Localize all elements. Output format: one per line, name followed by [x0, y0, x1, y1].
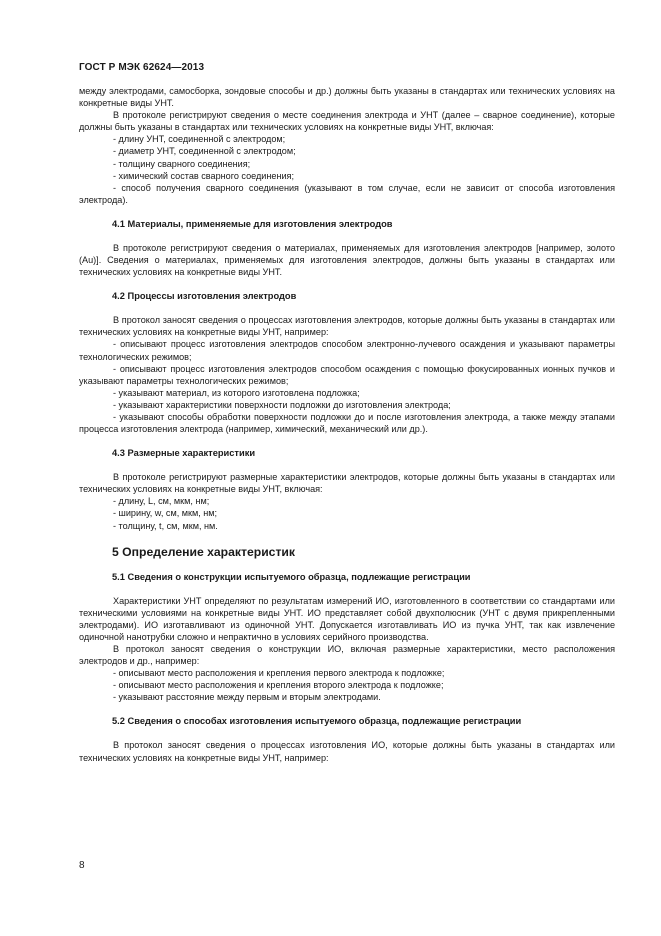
- list-item: - указывают способы обработки поверхности подложки до и после изготовления электрода, а также между этапами процесса изготовления электрода (например, химический, механический или др.).: [79, 411, 615, 435]
- section-heading-5-1: 5.1 Сведения о конструкции испытуемого образца, подлежащие регистрации: [112, 571, 471, 582]
- paragraph: В протокол заносят сведения о процессах изготовления электродов, которые должны быть указаны в стандартах или технических условиях на конкретные виды УНТ, например:: [79, 315, 615, 338]
- list-item: - описывают процесс изготовления электродов способом электронно-лучевого осаждения и указывают параметры технологических режимов;: [79, 339, 615, 362]
- section-heading-4-1: 4.1 Материалы, применяемые для изготовления электродов: [112, 218, 393, 229]
- list-item: - описывают место расположения и крепления первого электрода к подложке;: [113, 668, 445, 679]
- paragraph: В протоколе регистрируют сведения о материалах, применяемых для изготовления электродов [например, золото (Au)]. Сведения о материалах, применяемых для изготовления электродов, должны быть указаны в стандартах или технических условиях на конкретные виды УНТ.: [79, 242, 615, 278]
- list-item: - способ получения сварного соединения (указывают в том случае, если не зависит от способа изготовления электрода).: [79, 182, 615, 205]
- list-item: - толщину, t, см, мкм, нм.: [113, 520, 218, 531]
- list-item: - длину, L, см, мкм, нм;: [113, 496, 210, 507]
- list-item: - описывают процесс изготовления электродов способом осаждения с помощью фокусированных ионных пучков и указывают параметры технологических режимов;: [79, 363, 615, 386]
- paragraph: В протокол заносят сведения о процессах изготовления ИО, которые должны быть указаны в стандартах или технических условиях на конкретные виды УНТ, например:: [79, 740, 615, 763]
- paragraph: Характеристики УНТ определяют по результатам измерений ИО, изготовленного в соответствии со стандартами или техническими условиями на конкретные виды УНТ. ИО представляет собой двухполюсник (УНТ с двумя прикрепленными электродами). ИО изготавливают из одиночной УНТ. Допускается изготавливать ИО из пучка УНТ, так как извлечение одиночной нанотрубки сложно и непрактично в условиях серийного производства.: [79, 595, 615, 642]
- section-heading-4-2: 4.2 Процессы изготовления электродов: [112, 291, 297, 302]
- paragraph: В протокол заносят сведения о конструкции ИО, включая размерные характеристики, место расположения электродов и др., например:: [79, 644, 615, 667]
- document-page: [79, 62, 615, 764]
- list-item: - указывают характеристики поверхности подложки до изготовления электрода;: [113, 399, 451, 410]
- page-number: 8: [79, 860, 85, 871]
- paragraph: между электродами, самосборка, зондовые способы и др.) должны быть указаны в стандартах или технических условиях на конкретные виды УНТ.: [79, 86, 615, 109]
- list-item: - химический состав сварного соединения;: [113, 170, 295, 181]
- paragraph: В протоколе регистрируют размерные характеристики электродов, которые должны быть указаны в стандартах или технических условиях на конкретные виды УНТ, включая:: [79, 472, 615, 495]
- list-item: - длину УНТ, соединенной с электродом;: [113, 134, 286, 145]
- list-item: - диаметр УНТ, соединенной с электродом;: [113, 146, 296, 157]
- list-item: - указывают материал, из которого изготовлена подложка;: [113, 387, 360, 398]
- list-item: - описывают место расположения и крепления второго электрода к подложке;: [113, 680, 444, 691]
- section-heading-4-3: 4.3 Размерные характеристики: [112, 448, 256, 459]
- paragraph: В протоколе регистрируют сведения о месте соединения электрода и УНТ (далее – сварное соединение), которые должны быть указаны в стандартах или технических условиях на конкретные виды УНТ, включая:: [79, 110, 615, 133]
- section-heading-5-2: 5.2 Сведения о способах изготовления испытуемого образца, подлежащие регистрации: [112, 716, 522, 727]
- list-item: - ширину, w, см, мкм, нм;: [113, 508, 218, 519]
- list-item: - указывают расстояние между первым и вторым электродами.: [113, 692, 381, 703]
- document-header: ГОСТ Р МЭК 62624—2013: [79, 62, 205, 73]
- section-heading-5: 5 Определение характеристик: [112, 544, 296, 559]
- list-item: - толщину сварного соединения;: [113, 158, 251, 169]
